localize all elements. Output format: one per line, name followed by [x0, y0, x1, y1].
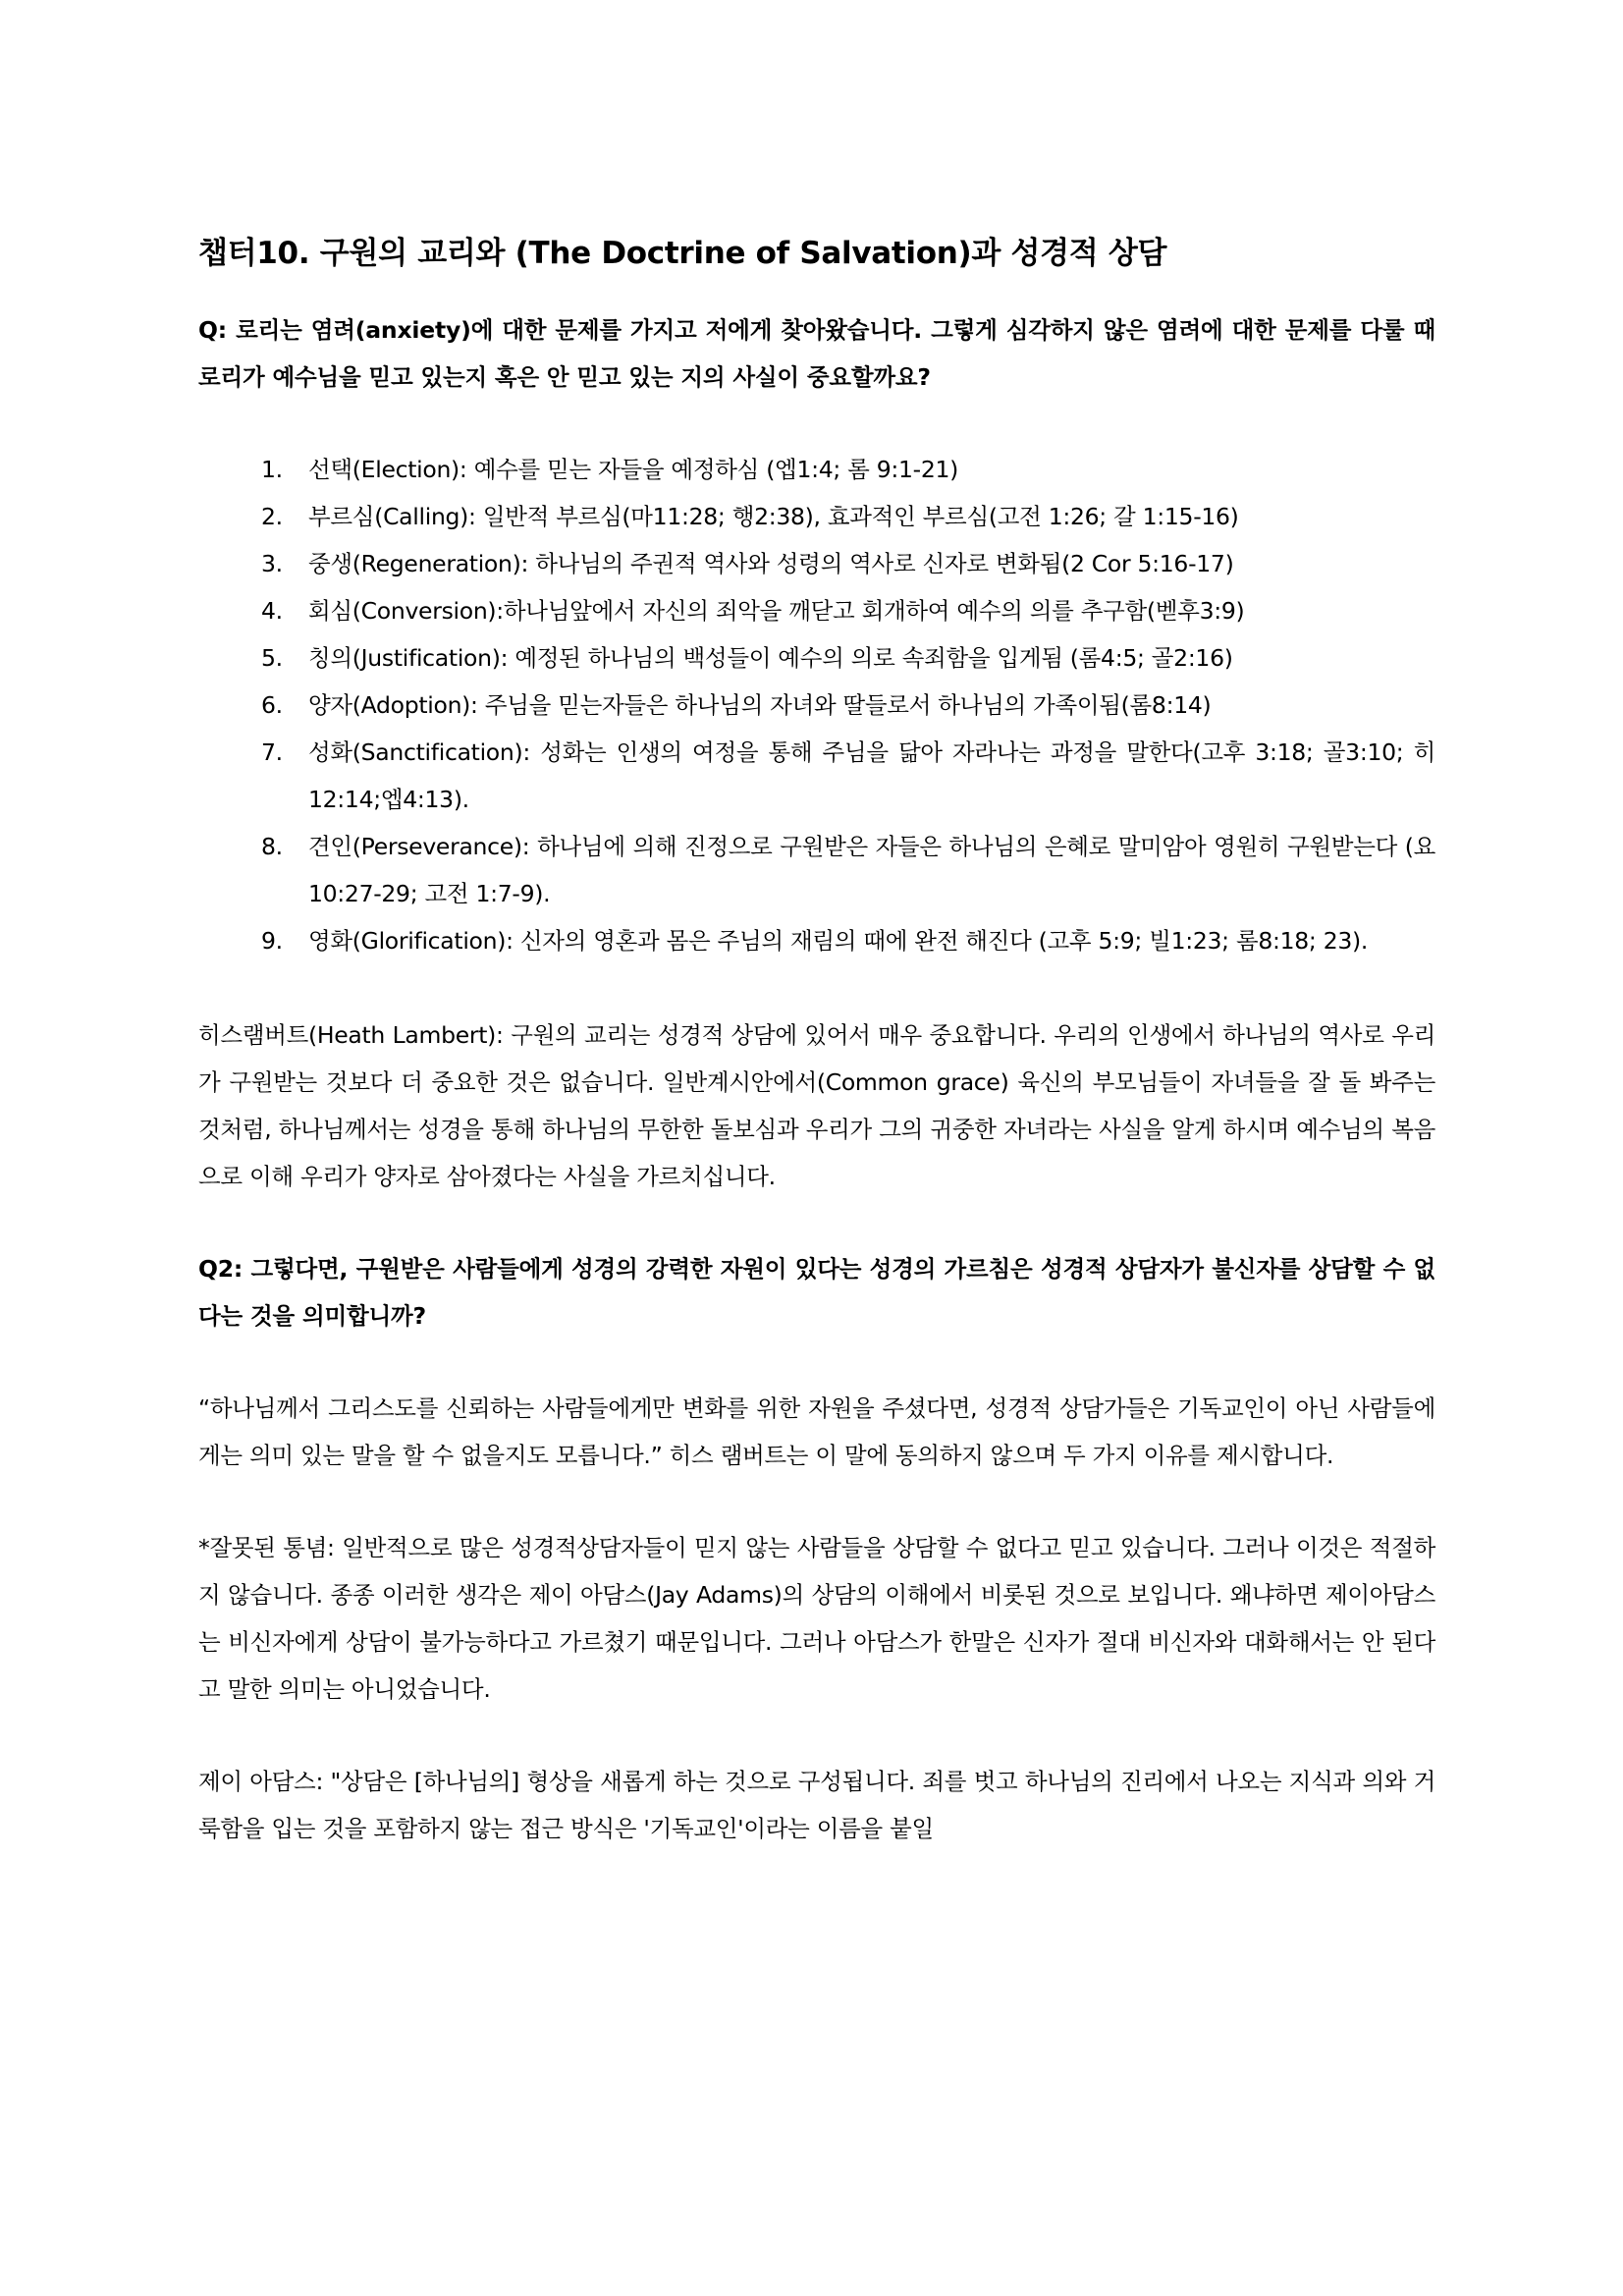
list-item	[261, 729, 1435, 823]
list-item	[261, 634, 1435, 682]
list-item	[261, 493, 1435, 540]
list-item-number: 2.	[261, 503, 283, 531]
list-item	[261, 587, 1435, 634]
list-item-text: 칭의(Justification): 예정된 하나님의 백성들이 예수의 의로 속죄함을 입게됨 (롬4:5; 골2:16)	[308, 644, 1233, 673]
question-2: Q2: 그렇다면, 구원받은 사람들에게 성경의 강력한 자원이 있다는 성경의 가르침은 성경적 상담자가 불신자를 상담할 수 없다는 것을 의미합니까?	[198, 1255, 1435, 1331]
list-item	[261, 446, 1435, 493]
question-1: Q: 로리는 염려(anxiety)에 대한 문제를 가지고 저에게 찾아왔습니다. 그렇게 심각하지 않은 염려에 대한 문제를 다룰 때 로리가 예수님을 믿고 있는지 혹은 안 믿고 있는 지의 사실이 중요할까요?	[198, 316, 1435, 392]
paragraph-heath-lambert: 히스램버트(Heath Lambert): 구원의 교리는 성경적 상담에 있어서 매우 중요합니다. 우리의 인생에서 하나님의 역사로 우리가 구원받는 것보다 더 중요한 것은 없습니다. 일반계시안에서(Common grace) 육신의 부모님들이 자녀들을 잘 돌 봐주는 것처럼, 하나님께서는 성경을 통해 하나님의 무한한 돌보심과 우리가 그의 귀중한 자녀라는 사실을 알게 하시며 예수님의 복음으로 이해 우리가 양자로 삼아졌다는 사실을 가르치십니다.	[198, 1021, 1435, 1191]
list-item-number: 6.	[261, 691, 283, 720]
list-item-number: 3.	[261, 550, 283, 578]
list-item	[261, 917, 1435, 964]
list-item-number: 4.	[261, 597, 283, 626]
list-item-text: 회심(Conversion):하나님앞에서 자신의 죄악을 깨닫고 회개하여 예수의 의를 추구함(벧후3:9)	[308, 597, 1245, 626]
list-item-number: 8.	[261, 833, 283, 861]
page-title: 챕터10. 구원의 교리와 (The Doctrine of Salvation)과 성경적 상담	[198, 236, 1167, 271]
list-item	[261, 682, 1435, 729]
list-item-text: 선택(Election): 예수를 믿는 자들을 예정하심 (엡1:4; 롬 9:1-21)	[308, 456, 959, 484]
list-item-number: 9.	[261, 927, 283, 956]
list-item-number: 1.	[261, 456, 283, 484]
list-item-text: 양자(Adoption): 주님을 믿는자들은 하나님의 자녀와 딸들로서 하나님의 가족이됨(롬8:14)	[308, 691, 1212, 720]
list-item-number: 5.	[261, 644, 283, 673]
list-item-text: 영화(Glorification): 신자의 영혼과 몸은 주님의 재림의 때에 완전 해진다 (고후 5:9; 빌1:23; 롬8:18; 23).	[308, 927, 1369, 956]
paragraph-quote: “하나님께서 그리스도를 신뢰하는 사람들에게만 변화를 위한 자원을 주셨다면, 성경적 상담가들은 기독교인이 아닌 사람들에게는 의미 있는 말을 할 수 없을지도 모릅니다.” 히스 램버트는 이 말에 동의하지 않으며 두 가지 이유를 제시합니다.	[198, 1394, 1435, 1470]
paragraph-jay-adams: 제이 아담스: "상담은 [하나님의] 형상을 새롭게 하는 것으로 구성됩니다. 죄를 벗고 하나님의 진리에서 나오는 지식과 의와 거룩함을 입는 것을 포함하지 않는 접근 방식은 '기독교인'이라는 이름을 붙일	[198, 1768, 1435, 1843]
list-item-number: 7.	[261, 738, 283, 767]
paragraph-misconception: *잘못된 통념: 일반적으로 많은 성경적상담자들이 믿지 않는 사람들을 상담할 수 없다고 믿고 있습니다. 그러나 이것은 적절하지 않습니다. 종종 이러한 생각은 제이 아담스(Jay Adams)의 상담의 이해에서 비롯된 것으로 보입니다. 왜냐하면 제이아담스는 비신자에게 상담이 불가능하다고 가르쳤기 때문입니다. 그러나 아담스가 한말은 신자가 절대 비신자와 대화해서는 안 된다고 말한 의미는 아니었습니다.	[198, 1534, 1436, 1704]
list-item	[261, 540, 1435, 587]
list-item-text: 성화(Sanctification): 성화는 인생의 여정을 통해 주님을 닮아 자라나는 과정을 말한다(고후 3:18; 골3:10; 히12:14;엡4:13).	[308, 738, 1435, 814]
list-item-text: 중생(Regeneration): 하나님의 주권적 역사와 성령의 역사로 신자로 변화됨(2 Cor 5:16-17)	[308, 550, 1234, 578]
salvation-order-list	[198, 446, 1435, 964]
document-page	[198, 234, 1435, 1897]
list-item-text: 부르심(Calling): 일반적 부르심(마11:28; 행2:38), 효과적인 부르심(고전 1:26; 갈 1:15-16)	[308, 503, 1239, 531]
list-item	[261, 823, 1435, 917]
list-item-text: 견인(Perseverance): 하나님에 의해 진정으로 구원받은 자들은 하나님의 은혜로 말미암아 영원히 구원받는다 (요10:27-29; 고전 1:7-9).	[308, 833, 1435, 908]
